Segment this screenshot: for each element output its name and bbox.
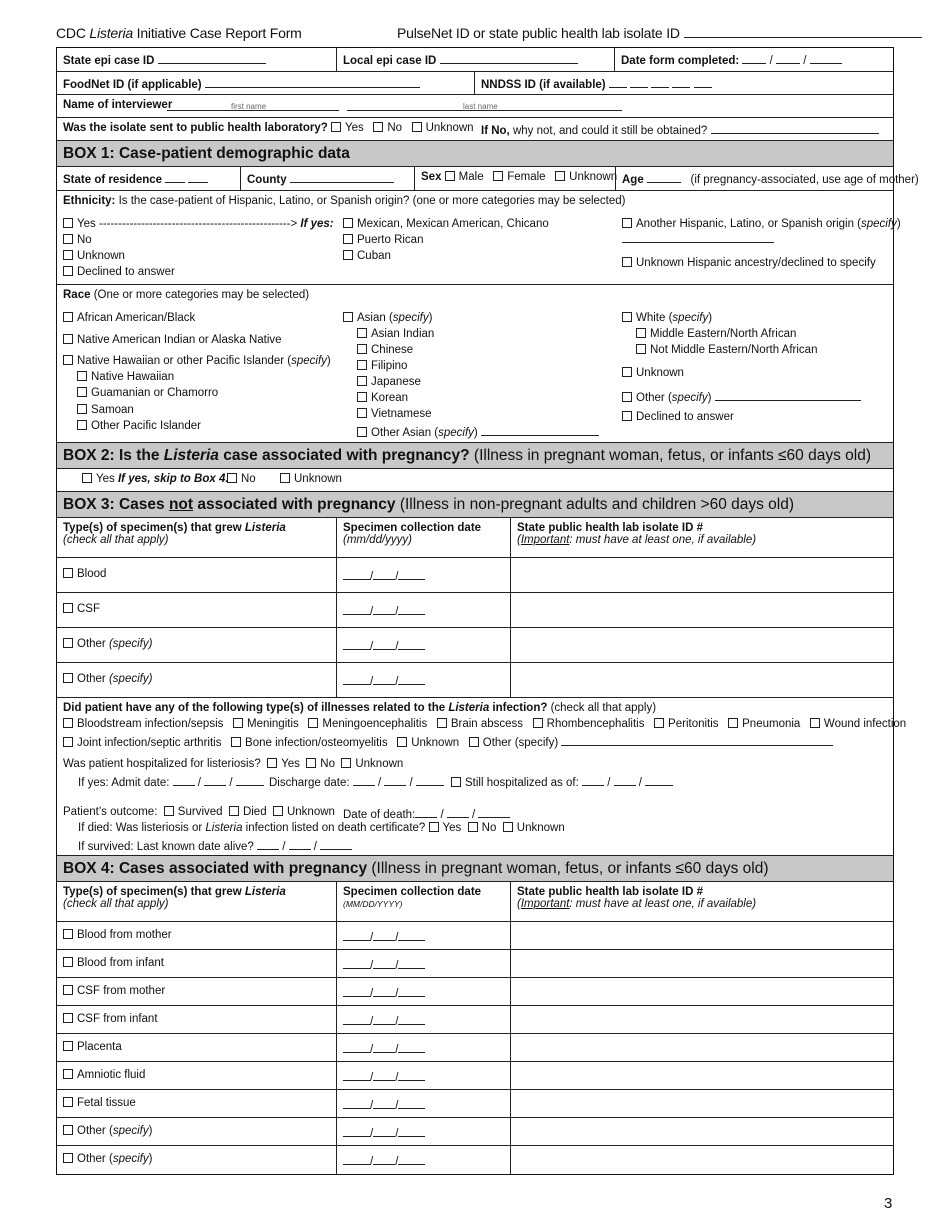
box3-header: BOX 3: Cases not associated with pregnancy (Illness in non-pregnant adults and children >60 days old) (57, 492, 893, 518)
specimen-label: Blood from infant (77, 957, 164, 969)
illness-checkbox[interactable] (437, 718, 447, 728)
native-american-checkbox[interactable] (63, 334, 73, 344)
pregnancy-question: Yes If yes, skip to Box 4. No Unknown (57, 469, 893, 492)
ethnicity-no-checkbox[interactable] (63, 234, 73, 244)
collection-date-field[interactable]: / / (337, 978, 511, 1005)
page-number: 3 (884, 1195, 893, 1212)
specimen-checkbox[interactable] (63, 1069, 73, 1079)
other-asian-checkbox[interactable] (357, 427, 367, 437)
vietnamese-checkbox[interactable] (357, 408, 367, 418)
collection-date-field[interactable]: / / (337, 1146, 511, 1174)
another-hispanic-specify-line[interactable] (622, 232, 774, 243)
illness-checkbox[interactable] (397, 737, 407, 747)
clinical-details-section: Did patient have any of the following type(s) of illnesses related to the Listeria infection? (check all that apply) Bloodstream infection/sepsis Meningitis Meningoencephalitis Brain abscess Rhombencephalitis Peritonitis Pneumonia Wound infection Joint infection/septic arthritis Bone infection/osteomyelitis Unknown Other (specify) Was patient hospitalized for listeriosis? Yes No Unknown If yes: Admit date: / / Discharge date: / / Still hospitalized as of: / / Patient’s outcome: Survived Died Unknown Date of death: / / If died: Was listeriosis or Listeria infection listed on death certificate? Yes No Unknown If survived: Last known date alive? / / (57, 698, 893, 856)
isolate-id-field[interactable] (511, 950, 893, 977)
isolate-id-field[interactable] (511, 1062, 893, 1089)
illness-checkbox[interactable] (533, 718, 543, 728)
native-hawaiian-checkbox[interactable] (77, 371, 87, 381)
isolate-id-field[interactable] (511, 1146, 893, 1174)
hosp-no-checkbox[interactable] (306, 758, 316, 768)
isolate-id-field[interactable] (511, 1034, 893, 1061)
table-row (57, 950, 893, 978)
box3-table-header: Type(s) of specimen(s) that grew Listeria (check all that apply) Specimen collection date (mm/dd/yyyy) State public health lab isolate ID # (Important: must have at least one, if available) (57, 518, 893, 558)
collection-date-field[interactable]: / / (337, 628, 511, 662)
isolate-id-field[interactable] (511, 628, 893, 662)
box2-header: BOX 2: Is the Listeria case associated with pregnancy? (Illness in pregnant woman, fetus, or infants ≤60 days old) (57, 443, 893, 469)
table-row: Blood / / (57, 558, 893, 593)
death-cert-unknown-checkbox[interactable] (503, 822, 513, 832)
illness-checkbox[interactable] (728, 718, 738, 728)
specimen-checkbox[interactable] (63, 1013, 73, 1023)
date-completed-field[interactable]: Date form completed: / / (615, 48, 893, 71)
specimen-label: Other (77, 1125, 106, 1137)
illness-checkbox[interactable] (231, 737, 241, 747)
collection-date-field[interactable]: / / (337, 950, 511, 977)
specimen-checkbox[interactable] (63, 1125, 73, 1135)
specimen-checkbox[interactable] (63, 1153, 73, 1163)
collection-date-field[interactable]: / / (337, 663, 511, 697)
case-report-form (56, 47, 919, 1175)
table-row: Other (specify) / / (57, 1118, 893, 1146)
ethnicity-declined-checkbox[interactable] (63, 266, 73, 276)
table-row (57, 1090, 893, 1118)
outcome-survived-checkbox[interactable] (164, 806, 174, 816)
isolate-id-field[interactable] (511, 922, 893, 949)
samoan-checkbox[interactable] (77, 404, 87, 414)
race-other-checkbox[interactable] (622, 392, 632, 402)
collection-date-field[interactable]: / / (337, 558, 511, 592)
specimen-checkbox[interactable] (63, 1097, 73, 1107)
box4-header: BOX 4: Cases associated with pregnancy (Illness in pregnant woman, fetus, or infants ≤60 days old) (57, 856, 893, 882)
age-field[interactable]: Age (if pregnancy-associated, use age of mother) (616, 167, 893, 190)
table-row (57, 1062, 893, 1090)
another-hispanic-checkbox[interactable] (622, 218, 632, 228)
illness-checkbox[interactable] (63, 718, 73, 728)
isolate-sent-question: Was the isolate sent to public health laboratory? Yes No Unknown (63, 122, 474, 134)
specimen-checkbox[interactable] (63, 638, 73, 648)
still-hospitalized-field[interactable]: Still hospitalized as of: / / (451, 774, 673, 789)
collection-date-field[interactable]: / / (337, 1006, 511, 1033)
discharge-date-field[interactable]: Discharge date: / / (269, 774, 444, 789)
foodnet-id-field[interactable]: FoodNet ID (if applicable) (57, 72, 475, 94)
other-pi-checkbox[interactable] (77, 420, 87, 430)
specimen-label: CSF from mother (77, 985, 166, 997)
table-row: Other (specify) / / (57, 628, 893, 663)
ethnicity-yes-checkbox[interactable] (63, 218, 73, 228)
death-cert-no-checkbox[interactable] (468, 822, 478, 832)
still-hospitalized-checkbox[interactable] (451, 777, 461, 787)
isolate-id-field[interactable] (511, 1118, 893, 1145)
isolate-id-field[interactable] (511, 593, 893, 627)
illness-checkbox[interactable] (654, 718, 664, 728)
specimen-checkbox[interactable] (63, 985, 73, 995)
hosp-yes-checkbox[interactable] (267, 758, 277, 768)
collection-date-field[interactable]: / / (337, 1062, 511, 1089)
table-row (57, 978, 893, 1006)
county-field[interactable]: County (241, 167, 415, 190)
specimen-label: Amniotic fluid (77, 1069, 146, 1081)
chinese-checkbox[interactable] (357, 344, 367, 354)
collection-date-field[interactable]: / / (337, 922, 511, 949)
illness-checkbox[interactable] (233, 718, 243, 728)
sex-field: Sex Male Female Unknown (415, 167, 616, 190)
local-epi-id-field[interactable]: Local epi case ID (337, 48, 615, 71)
isolate-id-field[interactable] (511, 663, 893, 697)
sex-female-checkbox[interactable] (493, 171, 503, 181)
table-row (57, 1034, 893, 1062)
mena-checkbox[interactable] (636, 328, 646, 338)
asian-checkbox[interactable] (343, 312, 353, 322)
specimen-label: Placenta (77, 1041, 122, 1053)
collection-date-field[interactable]: / / (337, 1118, 511, 1145)
pregnancy-unknown-checkbox[interactable] (280, 473, 290, 483)
death-cert-yes-checkbox[interactable] (429, 822, 439, 832)
nndss-id-field[interactable]: NNDSS ID (if available) (475, 72, 893, 94)
guamanian-checkbox[interactable] (77, 387, 87, 397)
specimen-checkbox[interactable] (63, 1041, 73, 1051)
filipino-checkbox[interactable] (357, 360, 367, 370)
specimen-label: Blood from mother (77, 929, 172, 941)
specimen-checkbox[interactable] (63, 603, 73, 613)
collection-date-field[interactable]: / / (337, 593, 511, 627)
unknown-hispanic-checkbox[interactable] (622, 257, 632, 267)
sex-unknown-checkbox[interactable] (555, 171, 565, 181)
korean-checkbox[interactable] (357, 392, 367, 402)
specimen-label: CSF from infant (77, 1013, 158, 1025)
admit-date-field[interactable]: If yes: Admit date: / / (78, 774, 264, 789)
specimen-checkbox[interactable] (63, 929, 73, 939)
illness-checkbox[interactable] (63, 737, 73, 747)
specimen-label: Other (77, 1153, 106, 1165)
race-unknown-checkbox[interactable] (622, 367, 632, 377)
puerto-rican-checkbox[interactable] (343, 234, 353, 244)
isolate-unknown-checkbox[interactable] (412, 122, 422, 132)
ethnicity-unknown-checkbox[interactable] (63, 250, 73, 260)
table-row: CSF / / (57, 593, 893, 628)
isolate-id-field[interactable] (511, 1006, 893, 1033)
collection-date-field[interactable]: / / (337, 1090, 511, 1117)
pregnancy-no-checkbox[interactable] (227, 473, 237, 483)
last-known-alive-field[interactable]: If survived: Last known date alive? / / (78, 838, 352, 853)
state-residence-field[interactable]: State of residence (57, 167, 241, 190)
specimen-checkbox[interactable] (63, 673, 73, 683)
isolate-yes-checkbox[interactable] (331, 122, 341, 132)
table-row (57, 922, 893, 950)
cuban-checkbox[interactable] (343, 250, 353, 260)
white-checkbox[interactable] (622, 312, 632, 322)
collection-date-field[interactable]: / / (337, 1034, 511, 1061)
asian-indian-checkbox[interactable] (357, 328, 367, 338)
isolate-id-field[interactable] (511, 558, 893, 592)
not-mena-checkbox[interactable] (636, 344, 646, 354)
if-no-field[interactable]: If No, why not, and could it still be obtained? (481, 122, 879, 137)
sex-male-checkbox[interactable] (445, 171, 455, 181)
pulsenet-id-field[interactable]: PulseNet ID or state public health lab isolate ID (397, 25, 922, 41)
illness-checkbox[interactable] (810, 718, 820, 728)
form-title: CDC Listeria Initiative Case Report Form (56, 25, 302, 41)
box1-header: BOX 1: Case-patient demographic data (57, 141, 893, 167)
outcome-unknown-checkbox[interactable] (273, 806, 283, 816)
date-of-death-field[interactable]: Date of death: / / (343, 806, 510, 821)
specimen-label: Fetal tissue (77, 1097, 136, 1109)
isolate-no-checkbox[interactable] (373, 122, 383, 132)
hawaiian-pi-checkbox[interactable] (63, 355, 73, 365)
outcome-died-checkbox[interactable] (229, 806, 239, 816)
table-row: Other (specify) / / (57, 663, 893, 698)
ethnicity-section: Ethnicity: Is the case-patient of Hispanic, Latino, or Spanish origin? (one or more categories may be selected) Yes --------------------------------------------------> If yes: No Unknown Declined to answer Mexican, Mexican American, Chicano Puerto Rican Cuban Another Hispanic, Latino, or Spanish origin (specify) Unknown Hispanic ancestry/declined to specify (57, 191, 893, 285)
table-row (57, 1006, 893, 1034)
illness-checkbox[interactable] (308, 718, 318, 728)
table-row: Other (specify) / / (57, 1146, 893, 1174)
isolate-id-field[interactable] (511, 1090, 893, 1117)
specimen-checkbox[interactable] (63, 957, 73, 967)
mexican-checkbox[interactable] (343, 218, 353, 228)
hosp-unknown-checkbox[interactable] (341, 758, 351, 768)
box4-table-header: Type(s) of specimen(s) that grew Listeria (check all that apply) Specimen collection date (MM/DD/YYYY) State public health lab isolate ID # (Important: must have at least one, if available) (57, 882, 893, 922)
specimen-checkbox[interactable] (63, 568, 73, 578)
state-epi-id-field[interactable]: State epi case ID (57, 48, 337, 71)
illness-checkbox[interactable] (469, 737, 479, 747)
pregnancy-yes-checkbox[interactable] (82, 473, 92, 483)
race-declined-checkbox[interactable] (622, 411, 632, 421)
isolate-id-field[interactable] (511, 978, 893, 1005)
japanese-checkbox[interactable] (357, 376, 367, 386)
race-section: Race (One or more categories may be selected) African American/Black Native American Indian or Alaska Native Native Hawaiian or other Pacific Islander (specify) Native Hawaiian Guamanian or Chamorro Samoan Other Pacific Islander Asian (specify) Asian Indian Chinese Filipino Japanese Korean Vietnamese Other Asian (specify) White (specify) Middle Eastern/North African Not Middle Eastern/North African Unknown Other (specify) Declined to answer (57, 285, 893, 443)
african-american-checkbox[interactable] (63, 312, 73, 322)
interviewer-name-field[interactable]: Name of interviewer first name last name (57, 95, 893, 118)
